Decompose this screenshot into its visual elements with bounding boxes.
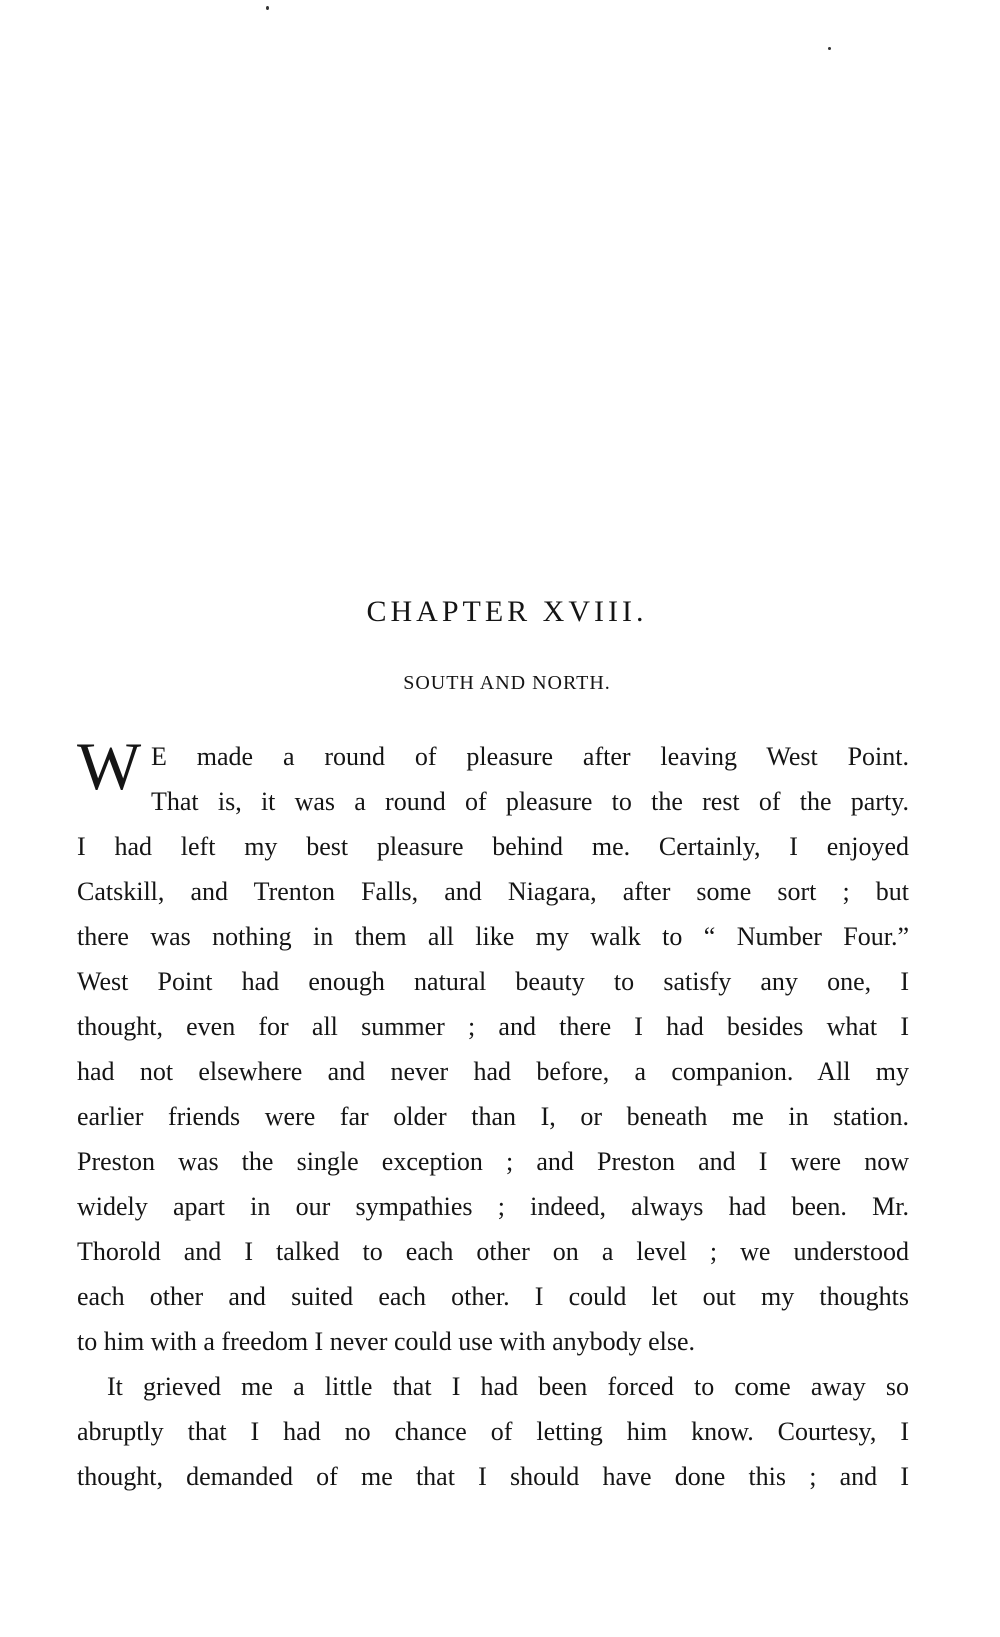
text-line: E made a round of pleasure after leaving West Point. [151,742,909,771]
chapter-title: CHAPTER XVIII. [366,595,648,628]
chapter-subtitle: SOUTH AND NORTH. [403,672,611,694]
drop-cap-letter: W [77,728,142,804]
text-line: Preston was the single exception ; and Preston and I were now [77,1147,909,1176]
text-line: I had left my best pleasure behind me. Certainly, I enjoyed [77,832,909,861]
text-line: Thorold and I talked to each other on a level ; we understood [77,1237,909,1266]
text-line: That is, it was a round of pleasure to the rest of the party. [151,787,909,816]
text-line: It grieved me a little that I had been forced to come away so [107,1372,909,1401]
chapter-body-text [77,728,909,1499]
text-line: Catskill, and Trenton Falls, and Niagara, after some sort ; but [77,877,909,906]
text-line: each other and suited each other. I could let out my thoughts [77,1282,909,1311]
text-line: to him with a freedom I never could use with anybody else. [77,1327,696,1356]
text-line: had not elsewhere and never had before, a companion. All my [77,1057,909,1086]
scan-speck [266,6,269,10]
scan-speck [828,47,831,50]
text-line: widely apart in our sympathies ; indeed, always had been. Mr. [77,1192,909,1221]
text-line: abruptly that I had no chance of letting him know. Courtesy, I [77,1417,909,1446]
text-line: thought, demanded of me that I should have done this ; and I [77,1462,909,1491]
text-line: West Point had enough natural beauty to satisfy any one, I [77,967,909,996]
text-line: earlier friends were far older than I, or beneath me in station. [77,1102,909,1131]
text-line: there was nothing in them all like my walk to “ Number Four.” [77,922,909,951]
text-line: thought, even for all summer ; and there I had besides what I [77,1012,909,1041]
